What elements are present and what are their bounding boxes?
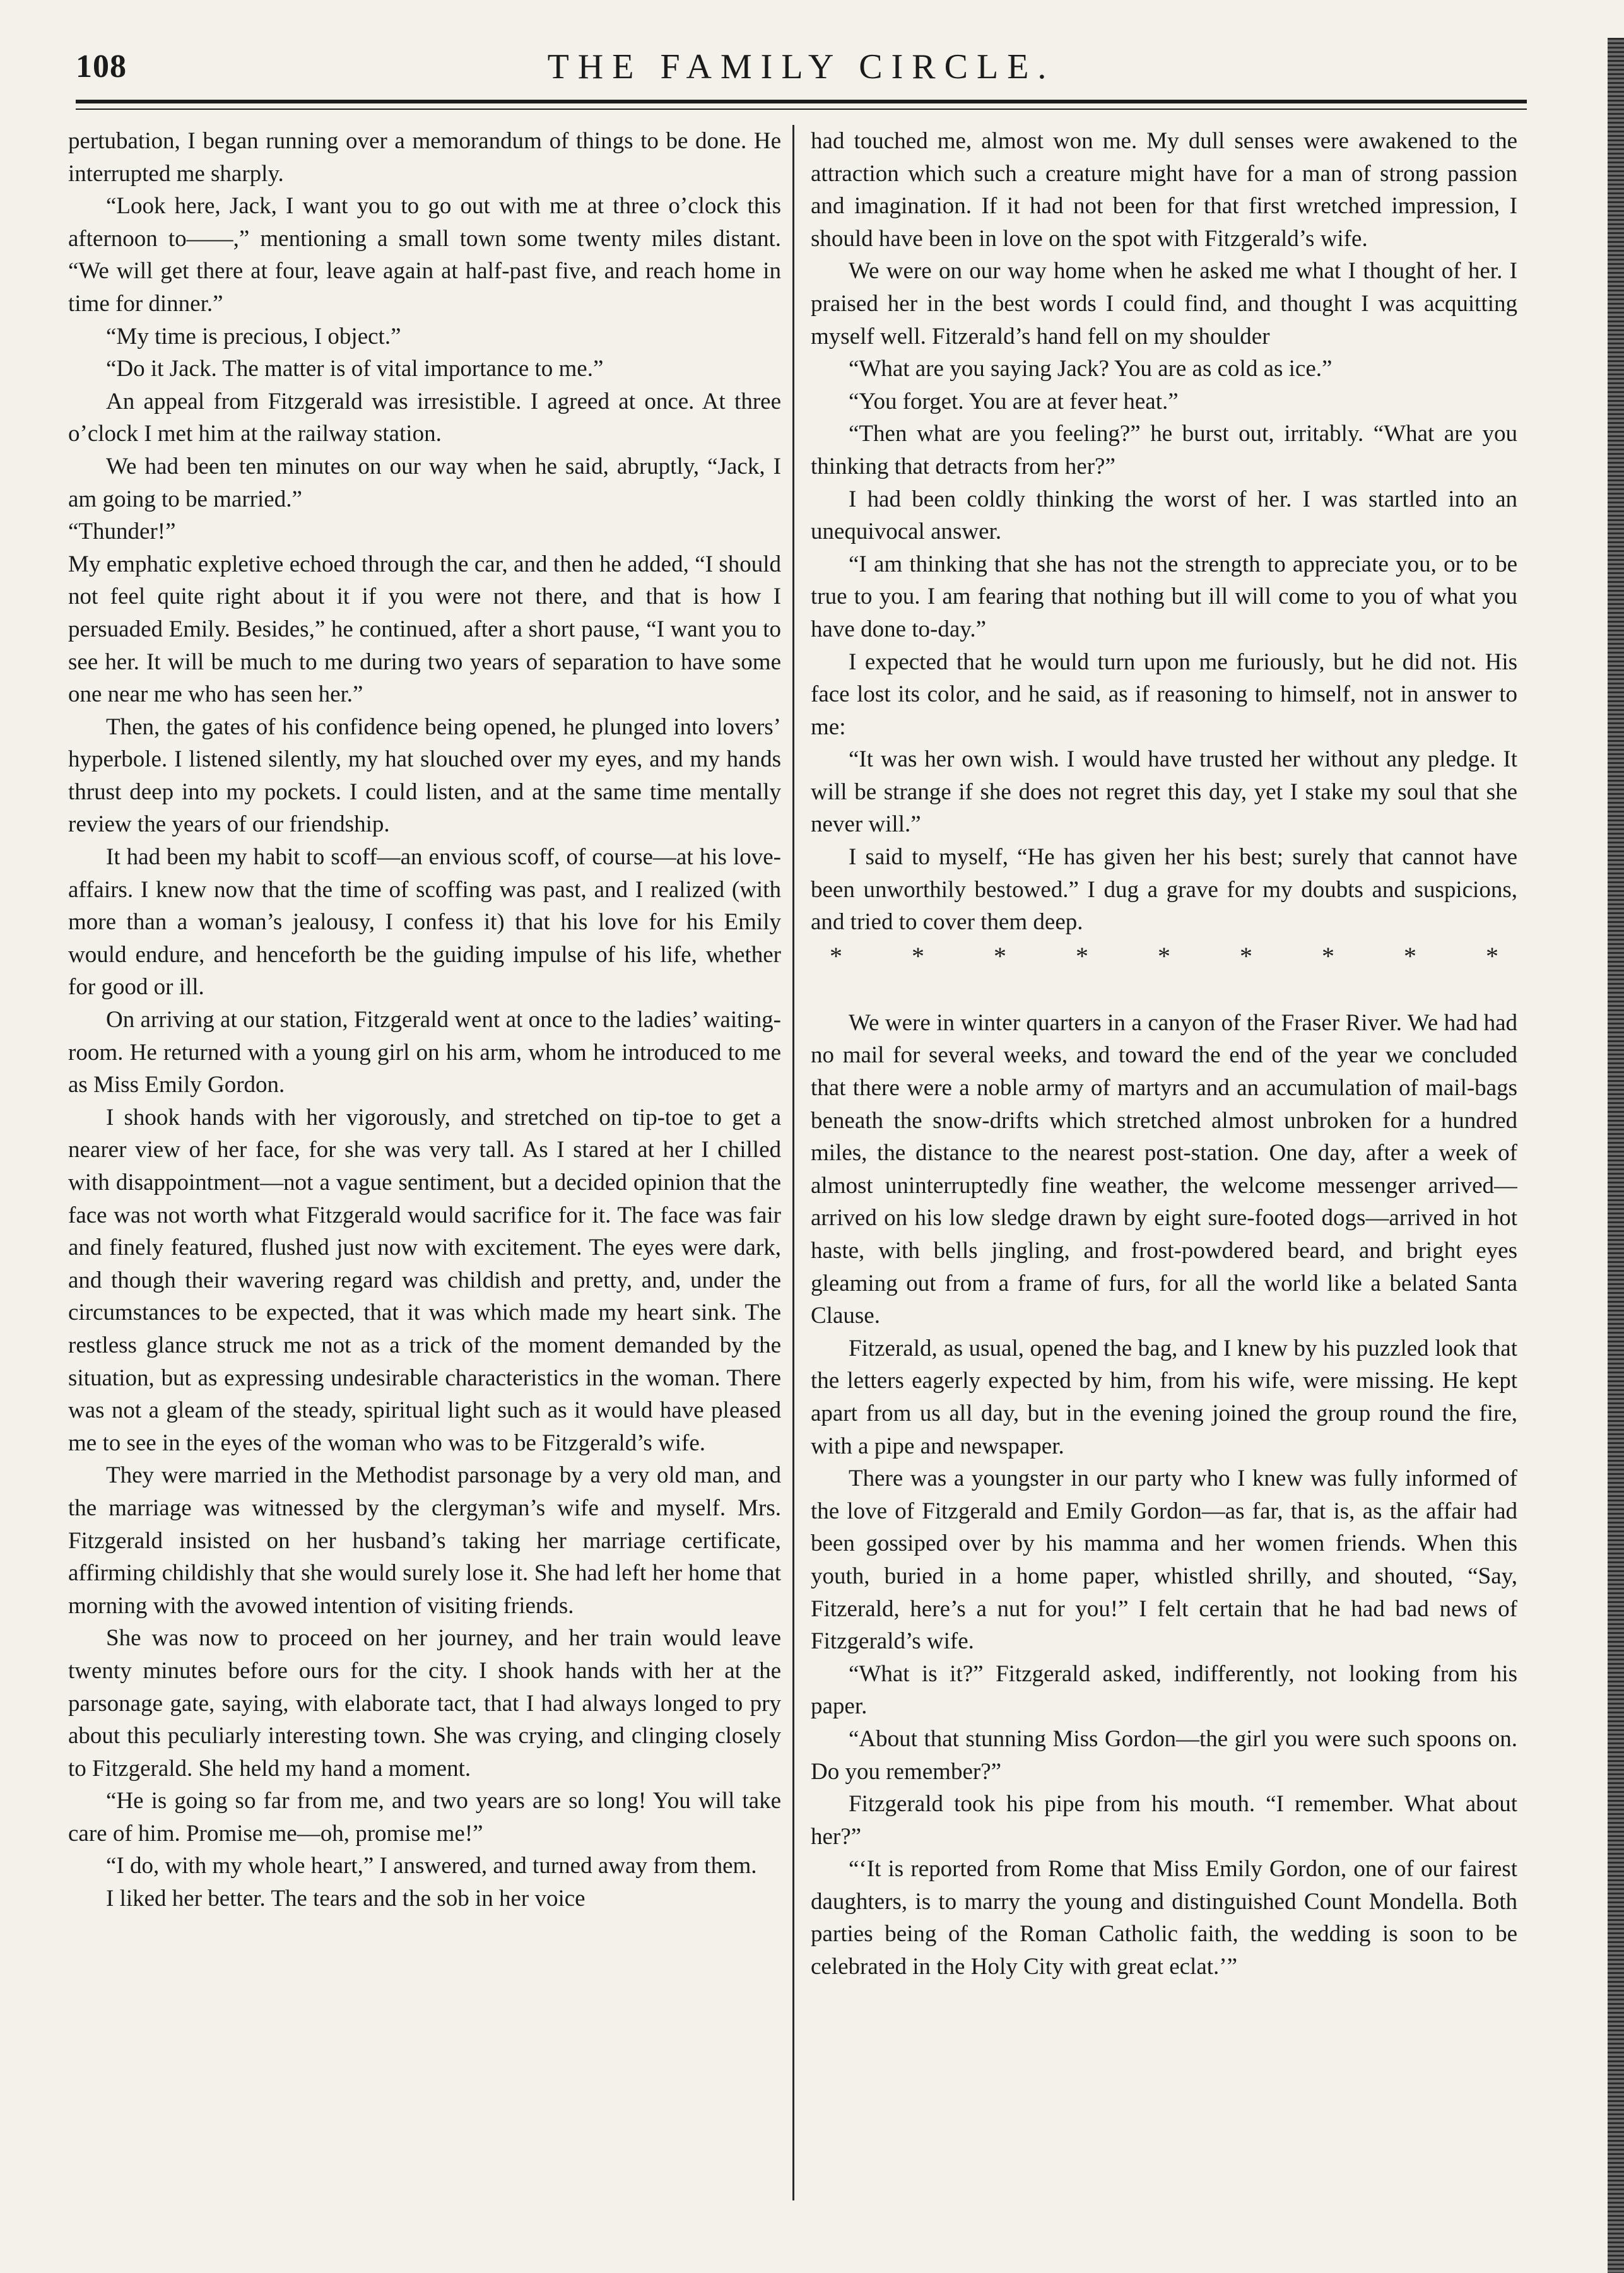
paragraph: “What are you saying Jack? You are as cold as ice.” — [849, 356, 1333, 382]
paragraph: “‘It is reported from Rome that Miss Emily Gordon, one of our fairest daughters, is to marry the young and distinguished Count Mondella. Both parties being of the Roman Catholic faith, the wedding is soon to be celebrated in the Holy City with great eclat.’” — [811, 1856, 1517, 1980]
paragraph: I expected that he would turn upon me furiously, but he did not. His face lost its color, and he said, as if reasoning to himself, not in answer to me: — [811, 649, 1517, 740]
paragraph: had touched me, almost won me. My dull senses were awakened to the attraction which such a creature might have for a man of strong passion and imagination. If it had not been for that first wretched impression, I should have been in love on the spot with Fitzgerald’s wife. — [811, 128, 1517, 252]
asterisk: * — [1404, 941, 1416, 970]
right-column — [811, 125, 1517, 2207]
paragraph: An appeal from Fitzgerald was irresistible. I agreed at once. At three o’clock I met him at the railway station. — [68, 388, 781, 447]
paragraph: Fitzerald, as usual, opened the bag, and I knew by his puzzled look that the letters eagerly expected by him, from his wife, were missing. He kept apart from us all day, but in the evening joined the group round the fire, with a pipe and newspaper. — [811, 1335, 1517, 1459]
column-divider — [792, 125, 794, 2200]
paragraph: “I am thinking that she has not the strength to appreciate you, or to be true to you. I am fearing that nothing but ill will come to you of what you have done to-day.” — [811, 551, 1517, 642]
paragraph: We were in winter quarters in a canyon of the Fraser River. We had had no mail for several weeks, and toward the end of the year we concluded that there were a noble army of martyrs and an accumulation of mail-bags beneath the snow-drifts which stretched almost unbroken for a hundred miles, the distance to the nearest post-station. One day, after a week of almost uninterruptedly fine weather, the welcome messenger arrived—arrived on his low sledge drawn by eight sure-footed dogs—arrived in hot haste, with bells jingling, and frost-powdered beard, and bright eyes gleaming out from a frame of furs, for all the world like a belated Santa Clause. — [811, 1009, 1517, 1329]
paragraph: Then, the gates of his confidence being opened, he plunged into lovers’ hyperbole. I listened silently, my hat slouched over my eyes, and my hands thrust deep into my pockets. I could listen, and at the same time mentally review the years of our friendship. — [68, 714, 781, 838]
asterisk: * — [1158, 941, 1170, 970]
paragraph: “Do it Jack. The matter is of vital importance to me.” — [106, 356, 604, 382]
page-header — [76, 37, 1527, 93]
left-column — [68, 125, 781, 2207]
paragraph: We were on our way home when he asked me what I thought of her. I praised her in the best words I could find, and thought I was acquitting myself well. Fitzerald’s hand fell on my shoulder — [811, 258, 1517, 349]
paragraph: I had been coldly thinking the worst of her. I was startled into an unequivocal answer. — [811, 486, 1517, 545]
paragraph: “Then what are you feeling?” he burst out, irritably. “What are you thinking that detracts from her?” — [811, 421, 1517, 479]
paragraph: “It was her own wish. I would have trusted her without any pledge. It will be strange if she does not regret this day, yet I stake my soul that she never will.” — [811, 746, 1517, 838]
running-title: THE FAMILY CIRCLE. — [547, 47, 1056, 86]
paragraph: There was a youngster in our party who I knew was fully informed of the love of Fitzgerald and Emily Gordon—as far, that is, as the affair had been gossiped over by his mamma and her women friends. When this youth, buried in a home paper, whistled shrilly, and shouted, “Say, Fitzerald, here’s a nut for you!” I felt certain that he had bad news of Fitzgerald’s wife. — [811, 1465, 1517, 1655]
asterisk: * — [1322, 941, 1334, 970]
asterisk: * — [1076, 941, 1088, 970]
asterisk: * — [912, 941, 924, 970]
paragraph: “About that stunning Miss Gordon—the girl you were such spoons on. Do you remember?” — [811, 1725, 1517, 1785]
paragraph: My emphatic expletive echoed through the car, and then he added, “I should not feel quite right about it if you were not there, and that is how I persuaded Emily. Besides,” he continued, after a short pause, “I want you to see her. It will be much to me during two years of separation to have some one near me who has seen her.” — [68, 551, 781, 708]
paragraph: It had been my habit to scoff—an envious scoff, of course—at his love-affairs. I knew now that the time of scoffing was past, and I realized (with more than a woman’s jealousy, I confess it) that his love for his Emily would endure, and henceforth be the guiding impulse of his life, whether for good or ill. — [68, 844, 781, 1001]
paragraph: On arriving at our station, Fitzgerald went at once to the ladies’ waiting-room. He returned with a young girl on his arm, whom he introduced to me as Miss Emily Gordon. — [68, 1007, 781, 1098]
paragraph: I shook hands with her vigorously, and stretched on tip-toe to get a nearer view of her face, for she was very tall. As I stared at her I chilled with disappointment—not a vague sentiment, but a decided opinion that the face was not worth what Fitzgerald would sacrifice for it. The face was fair and finely featured, flushed just now with excitement. The eyes were dark, and though their wavering regard was childish and pretty, and, under the circumstances to be expected, that it was which made my heart sink. The restless glance struck me not as a trick of the moment demanded by the situation, but as expressing undesirable characteristics in the woman. There was not a gleam of the steady, spiritual light such as it would have pleased me to see in the eyes of the woman who was to be Fitzgerald’s wife. — [68, 1104, 781, 1456]
page-number: 108 — [76, 49, 127, 85]
paragraph: I liked her better. The tears and the sob in her voice — [106, 1886, 585, 1912]
asterisk: * — [1240, 941, 1252, 970]
asterisk: * — [1486, 941, 1498, 970]
paragraph: Fitzgerald took his pipe from his mouth. “I remember. What about her?” — [811, 1791, 1517, 1850]
section-break — [811, 939, 1517, 1007]
paragraph: “Thunder!” — [68, 519, 176, 545]
page-edge-binding — [1608, 38, 1624, 2273]
paragraph: “I do, with my whole heart,” I answered, and turned away from them. — [106, 1853, 757, 1879]
asterisk: * — [994, 941, 1006, 970]
asterisk: * — [830, 941, 842, 970]
paragraph: I said to myself, “He has given her his best; surely that cannot have been unworthily bestowed.” I dug a grave for my doubts and suspicions, and tried to cover them deep. — [811, 844, 1517, 936]
paragraph: “He is going so far from me, and two years are so long! You will take care of him. Promise me—oh, promise me!” — [68, 1788, 781, 1847]
paragraph: “My time is precious, I object.” — [106, 323, 401, 349]
paragraph: pertubation, I began running over a memorandum of things to be done. He interrupted me sharply. — [68, 128, 781, 187]
paragraph: “You forget. You are at fever heat.” — [849, 388, 1179, 414]
paragraph: We had been ten minutes on our way when he said, abruptly, “Jack, I am going to be married.” — [68, 453, 781, 512]
paragraph: “What is it?” Fitzgerald asked, indifferently, not looking from his paper. — [811, 1660, 1517, 1720]
header-rule-thin — [76, 109, 1527, 110]
paragraph: She was now to proceed on her journey, and her train would leave twenty minutes before ours for the city. I shook hands with her at the parsonage gate, saying, with elaborate tact, that I had always longed to pry about this peculiarly interesting town. She was crying, and clinging closely to Fitzgerald. She held my hand a moment. — [68, 1625, 781, 1782]
paragraph: “Look here, Jack, I want you to go out with me at three o’clock this afternoon to——,” mentioning a small town some twenty miles distant. “We will get there at four, leave again at half-past five, and reach home in time for dinner.” — [68, 193, 781, 317]
header-rule-thick — [76, 100, 1527, 103]
paragraph: They were married in the Methodist parsonage by a very old man, and the marriage was witnessed by the clergyman’s wife and myself. Mrs. Fitzgerald insisted on her husband’s taking her marriage certificate, affirming childishly that she would surely lose it. She had left her home that morning with the avowed intention of visiting friends. — [68, 1462, 781, 1619]
